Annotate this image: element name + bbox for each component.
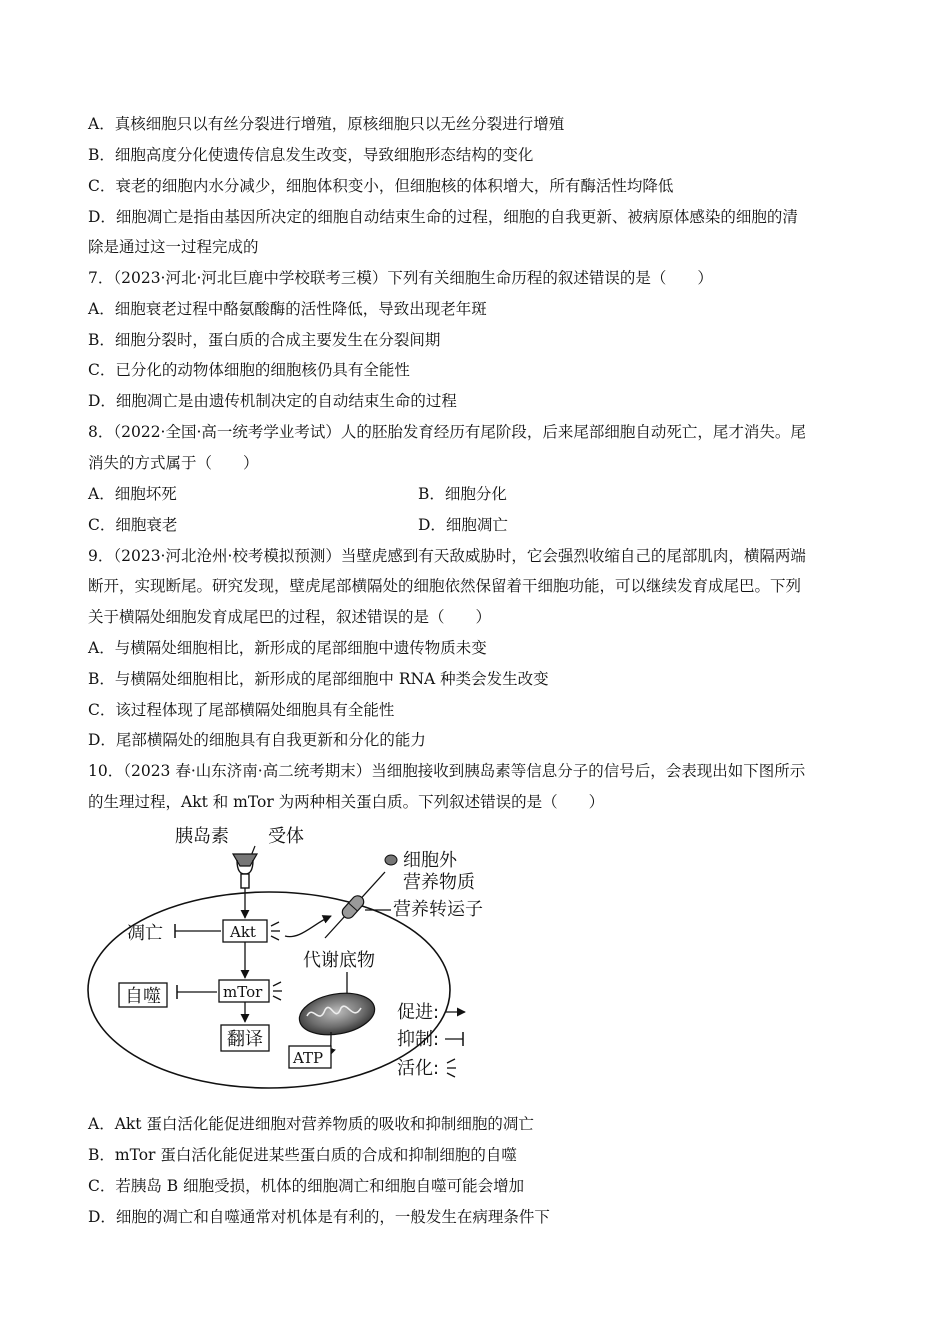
q10-option-d: D．细胞的凋亡和自噬通常对机体是有利的，一般发生在病理条件下 <box>88 1208 550 1226</box>
legend-promote-label: 促进: <box>397 1002 440 1023</box>
metabolite-label: 代谢底物 <box>303 950 375 971</box>
q6-option-b: B．细胞高度分化使遗传信息发生改变，导致细胞形态结构的变化 <box>88 146 534 164</box>
cell-signaling-diagram <box>85 820 505 1090</box>
q9-option-d: D．尾部横隔处的细胞具有自我更新和分化的能力 <box>88 731 426 749</box>
q6-option-a: A．真核细胞只以有丝分裂进行增殖，原核细胞只以无丝分裂进行增殖 <box>88 115 565 133</box>
mtor-activation-icon <box>273 982 282 1000</box>
q8-option-a: A．细胞坏死 <box>88 485 177 503</box>
q10-stem-line1: 10．（2023 春·山东济南·高二统考期末）当细胞接收到胰岛素等信息分子的信号后，会表现出如下图所示 <box>88 762 806 780</box>
nutrient-label-line2: 营养物质 <box>403 872 475 893</box>
q6-option-c: C．衰老的细胞内水分减少，细胞体积变小，但细胞核的体积增大，所有酶活性均降低 <box>88 177 674 195</box>
legend-activate-label: 活化: <box>397 1058 440 1079</box>
mitochondrion-icon <box>296 988 378 1041</box>
q10-stem-line2: 的生理过程，Akt 和 mTor 为两种相关蛋白质。下列叙述错误的是（ ） <box>88 793 605 811</box>
q7-option-a: A．细胞衰老过程中酪氨酸酶的活性降低，导致出现老年斑 <box>88 300 487 318</box>
q9-stem-line2: 断开，实现断尾。研究发现，壁虎尾部横隔处的细胞依然保留着干细胞功能，可以继续发育成尾巴。下列 <box>88 577 802 595</box>
legend-inhibit-label: 抑制: <box>397 1029 440 1050</box>
q9-stem-line3: 关于横隔处细胞发育成尾巴的过程，叙述错误的是（ ） <box>88 608 492 626</box>
q6-option-d-line1: D．细胞凋亡是指由基因所决定的细胞自动结束生命的过程，细胞的自我更新、被病原体感染的细胞的清 <box>88 208 798 226</box>
q8-option-c: C．细胞衰老 <box>88 516 178 534</box>
q9-option-a: A．与横隔处细胞相比，新形成的尾部细胞中遗传物质未变 <box>88 639 487 657</box>
atp-label: ATP <box>293 1049 324 1067</box>
q10-option-a: A．Akt 蛋白活化能促进细胞对营养物质的吸收和抑制细胞的凋亡 <box>88 1115 534 1133</box>
nutrient-molecule-icon <box>385 855 397 865</box>
q7-option-c: C．已分化的动物体细胞的细胞核仍具有全能性 <box>88 361 410 379</box>
q10-option-c: C．若胰岛 B 细胞受损，机体的细胞凋亡和细胞自噬可能会增加 <box>88 1177 525 1195</box>
insulin-label: 胰岛素 <box>175 826 229 847</box>
receptor-icon <box>233 854 257 888</box>
q10-option-b: B．mTor 蛋白活化能促进某些蛋白质的合成和抑制细胞的自噬 <box>88 1146 517 1164</box>
q7-stem: 7．（2023·河北·河北巨鹿中学校联考三模）下列有关细胞生命历程的叙述错误的是（ ） <box>88 269 713 287</box>
q8-option-d: D．细胞凋亡 <box>418 516 508 534</box>
legend-activation-icon <box>447 1059 456 1077</box>
receptor-label: 受体 <box>268 826 304 847</box>
translation-label: 翻译 <box>227 1029 263 1050</box>
q9-stem-line1: 9．（2023·河北沧州·校考模拟预测）当壁虎感到有天敌威胁时，它会强烈收缩自己的尾部肌肉，横隔两端 <box>88 547 806 565</box>
q7-option-b: B．细胞分裂时，蛋白质的合成主要发生在分裂间期 <box>88 331 441 349</box>
q7-option-d: D．细胞凋亡是由遗传机制决定的自动结束生命的过程 <box>88 392 457 410</box>
q8-stem-line1: 8．（2022·全国·高一统考学业考试）人的胚胎发育经历有尾阶段，后来尾部细胞自动死亡，尾才消失。尾 <box>88 423 806 441</box>
q6-option-d-line2: 除是通过这一过程完成的 <box>88 238 259 256</box>
akt-activation-icon <box>271 922 280 940</box>
apoptosis-label: 凋亡 <box>127 923 163 944</box>
transporter-icon <box>340 893 366 920</box>
transporter-label: 营养转运子 <box>393 899 483 920</box>
autophagy-label: 自噬 <box>125 986 161 1007</box>
q8-stem-line2: 消失的方式属于（ ） <box>88 454 259 472</box>
q8-option-b: B．细胞分化 <box>418 485 507 503</box>
nutrient-label-line1: 细胞外 <box>403 850 457 871</box>
q9-option-c: C．该过程体现了尾部横隔处细胞具有全能性 <box>88 701 395 719</box>
akt-label: Akt <box>230 923 256 941</box>
q9-option-b: B．与横隔处细胞相比，新形成的尾部细胞中 RNA 种类会发生改变 <box>88 670 549 688</box>
mtor-label: mTor <box>223 983 263 1001</box>
